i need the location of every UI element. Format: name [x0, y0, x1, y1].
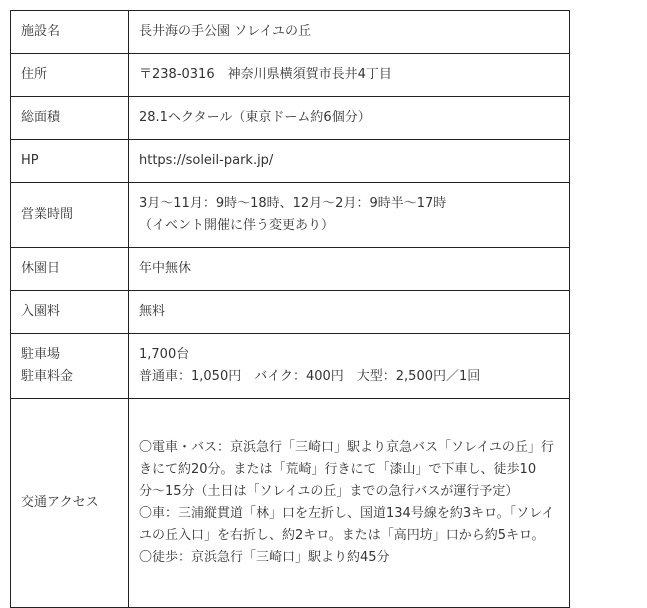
- row-parking: [11, 334, 570, 399]
- row-admission-fee: [11, 291, 570, 334]
- admission-fee-value: 無料: [129, 291, 570, 334]
- access-value: [129, 399, 570, 608]
- facility-name-label: 施設名: [11, 11, 129, 54]
- business-hours-label: 営業時間: [11, 183, 129, 248]
- access-walk: 〇徒歩：京浜急行「三崎口」駅より約45分: [139, 550, 390, 565]
- access-train-bus: 〇電車・バス：京浜急行「三崎口」駅より京急バス「ソレイユの丘」行きにて約20分。または「荒崎」行きにて「漆山」で下車し、徒歩10分〜15分（土日は「ソレイユの丘」までの急行バスが運行予定）: [139, 440, 554, 499]
- business-hours-value: [129, 183, 570, 248]
- row-closed-days: [11, 248, 570, 291]
- homepage-cell: [129, 140, 570, 183]
- row-homepage: [11, 140, 570, 183]
- admission-fee-label: 入園料: [11, 291, 129, 334]
- address-label: 住所: [11, 54, 129, 97]
- total-area-value: 28.1ヘクタール（東京ドーム約6個分）: [129, 97, 570, 140]
- parking-capacity: 1,700台: [139, 347, 190, 362]
- row-total-area: [11, 97, 570, 140]
- closed-days-label: 休園日: [11, 248, 129, 291]
- row-access: [11, 399, 570, 608]
- facility-info-table: [10, 10, 570, 608]
- business-hours-note: （イベント開催に伴う変更あり）: [139, 218, 335, 233]
- access-label: 交通アクセス: [11, 399, 129, 608]
- parking-fees: 普通車：1,050円 バイク：400円 大型：2,500円／1回: [139, 369, 481, 384]
- parking-label: 駐車場: [21, 347, 61, 362]
- address-value: 〒238-0316 神奈川県横須賀市長井4丁目: [129, 54, 570, 97]
- parking-fee-label: 駐車料金: [21, 369, 74, 384]
- homepage-link[interactable]: https://soleil-park.jp/: [139, 153, 274, 168]
- closed-days-value: 年中無休: [129, 248, 570, 291]
- access-car: 〇車：三浦縦貫道「林」口を左折し、国道134号線を約3キロ。「ソレイユの丘入口」を右折し、約2キロ。または「高円坊」口から約5キロ。: [139, 506, 555, 543]
- parking-value: [129, 334, 570, 399]
- row-address: [11, 54, 570, 97]
- parking-label-cell: [11, 334, 129, 399]
- row-facility-name: [11, 11, 570, 54]
- row-business-hours: [11, 183, 570, 248]
- total-area-label: 総面積: [11, 97, 129, 140]
- homepage-label: HP: [11, 140, 129, 183]
- facility-name-value: 長井海の手公園 ソレイユの丘: [129, 11, 570, 54]
- business-hours-line: 3月〜11月：9時〜18時、12月〜2月：9時半〜17時: [139, 196, 447, 211]
